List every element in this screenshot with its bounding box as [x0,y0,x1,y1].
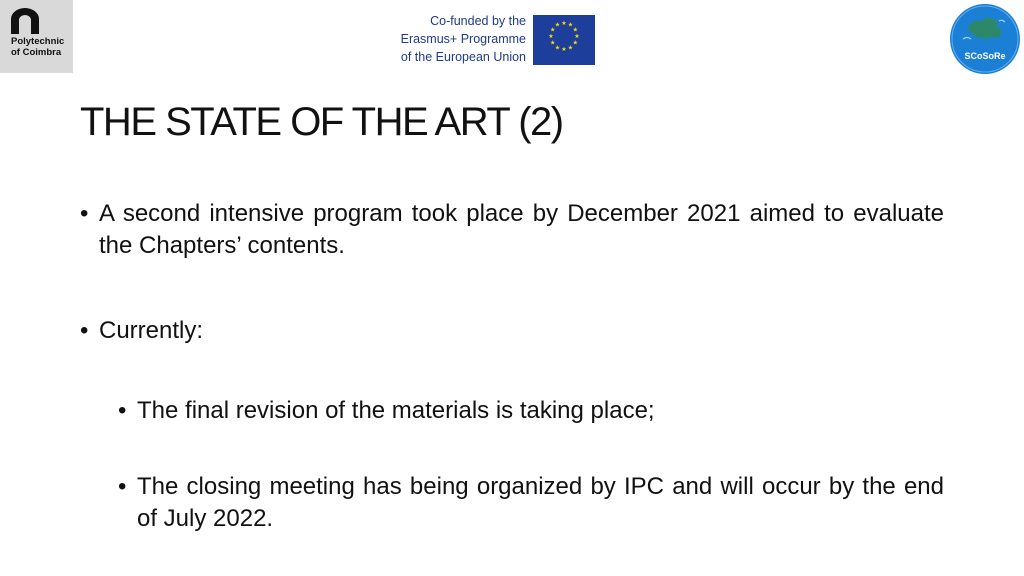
polytechnic-coimbra-logo [0,0,73,73]
svg-text:★: ★ [561,20,567,27]
svg-text:★: ★ [554,21,561,29]
sub-bullet-item [118,471,944,535]
ipc-logo-text [11,37,64,58]
svg-text:★: ★ [561,46,567,53]
erasmus-line3: of the European Union [400,50,526,64]
erasmus-line2: Erasmus+ Programme [400,32,526,46]
eu-flag-icon [533,15,595,65]
svg-text:★: ★ [572,26,578,34]
svg-text:★: ★ [548,33,554,40]
scosore-logo [949,3,1021,75]
ipc-logo-line2: of Coimbra [11,46,62,58]
svg-text:★: ★ [574,33,580,40]
bullet-marker: • [118,397,127,424]
bullet-item [80,198,944,262]
bullet-marker: • [118,473,127,500]
bullet-text: The final revision of the materials is taking place; [137,397,655,424]
bullet-item [80,315,944,347]
bullet-marker: • [80,317,89,344]
svg-text:★: ★ [572,39,578,47]
slide-title: THE STATE OF THE ART (2) [80,100,563,144]
erasmus-line1: Co-funded by the [430,14,526,28]
scosore-label: SCoSoRe [964,51,1006,61]
bullet-text: The closing meeting has being organized by IPC and will occur by the end of July 2022. [137,473,944,532]
erasmus-text [392,12,526,66]
ipc-logo-line1: Polytechnic [11,36,65,47]
svg-text:★: ★ [550,26,556,34]
svg-text:★: ★ [567,44,574,52]
bullet-text: A second intensive program took place by December 2021 aimed to evaluate the Chapters’ contents. [99,200,944,259]
sub-bullet-item [118,395,944,427]
svg-text:★: ★ [550,39,556,47]
bullet-text: Currently: [99,317,204,344]
svg-text:★: ★ [554,44,561,52]
svg-text:★: ★ [567,21,574,29]
ipc-arch-icon [11,8,39,34]
bullet-marker: • [80,200,89,227]
